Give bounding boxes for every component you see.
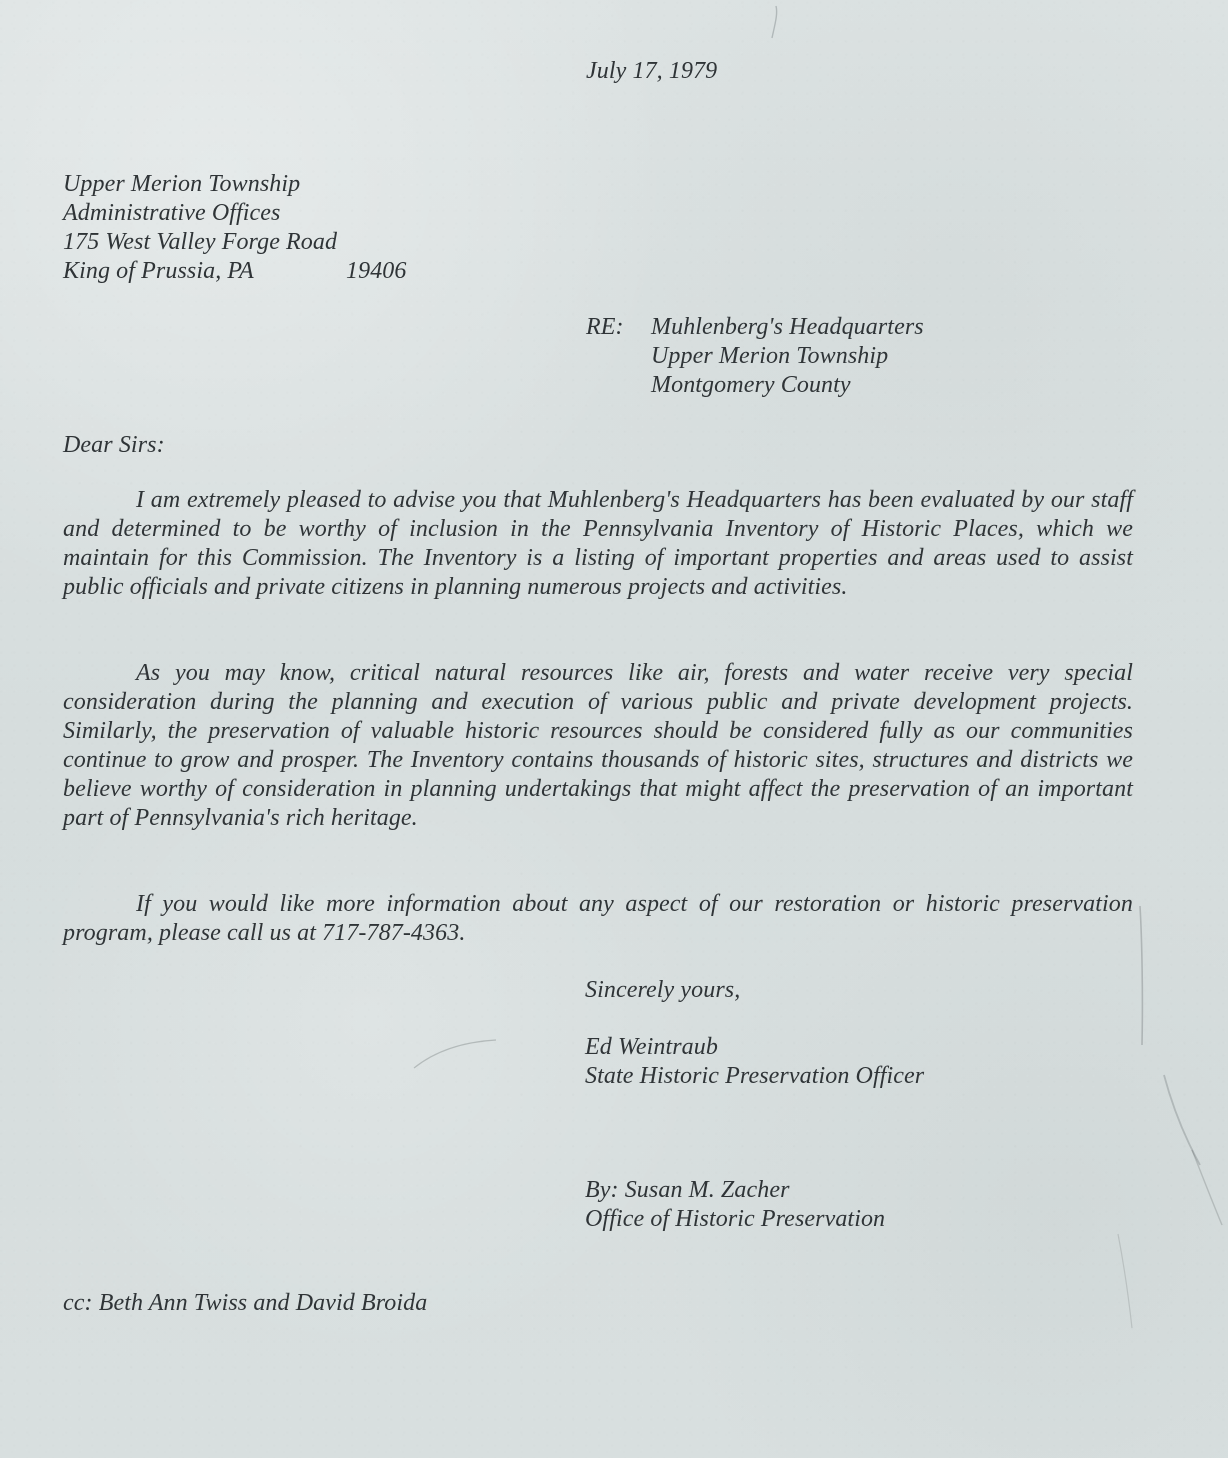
recipient-line-4: King of Prussia, PA <box>63 258 254 284</box>
body-paragraph-3: If you would like more information about any aspect of our restoration or historic preservation program, please call us at 717-787-4363. <box>63 891 1133 946</box>
subject-line-3: Montgomery County <box>651 372 851 398</box>
salutation: Dear Sirs: <box>63 432 165 458</box>
pencil-mark <box>408 1034 508 1094</box>
body-paragraph-2: As you may know, critical natural resources like air, forests and water receive very special consideration during the planning and execution of various public and private development projects. Similarly, the preservation of valuable historic resources should be considered fully as our communities continue to grow and prosper. The Inventory contains thousands of historic sites, structures and districts we believe worthy of consideration in planning undertakings that might affect the preservation of an important part of Pennsylvania's rich heritage. <box>63 660 1133 831</box>
by-line: By: Susan M. Zacher <box>585 1177 790 1203</box>
paper-edge-marks-right <box>1098 900 1228 1360</box>
subject-line-2: Upper Merion Township <box>651 343 889 369</box>
signature-name: Ed Weintraub <box>585 1034 718 1060</box>
recipient-line-3: 175 West Valley Forge Road <box>63 229 338 255</box>
recipient-zip: 19406 <box>346 258 407 284</box>
office-line: Office of Historic Preservation <box>585 1206 886 1232</box>
closing: Sincerely yours, <box>585 977 741 1003</box>
subject-label: RE: <box>586 314 624 340</box>
paper-crease-top <box>766 4 786 44</box>
recipient-line-2: Administrative Offices <box>63 200 281 226</box>
subject-line-1: Muhlenberg's Headquarters <box>651 314 924 340</box>
cc-line: cc: Beth Ann Twiss and David Broida <box>63 1290 428 1316</box>
body-paragraph-1: I am extremely pleased to advise you that Muhlenberg's Headquarters has been evaluated by our staff and determined to be worthy of inclusion in the Pennsylvania Inventory of Historic Places, which we maintain for this Commission. The Inventory is a listing of important properties and areas used to assist public officials and private citizens in planning numerous projects and activities. <box>63 487 1133 600</box>
signature-title: State Historic Preservation Officer <box>585 1063 925 1089</box>
letter-date: July 17, 1979 <box>586 58 718 84</box>
recipient-line-1: Upper Merion Township <box>63 171 301 197</box>
